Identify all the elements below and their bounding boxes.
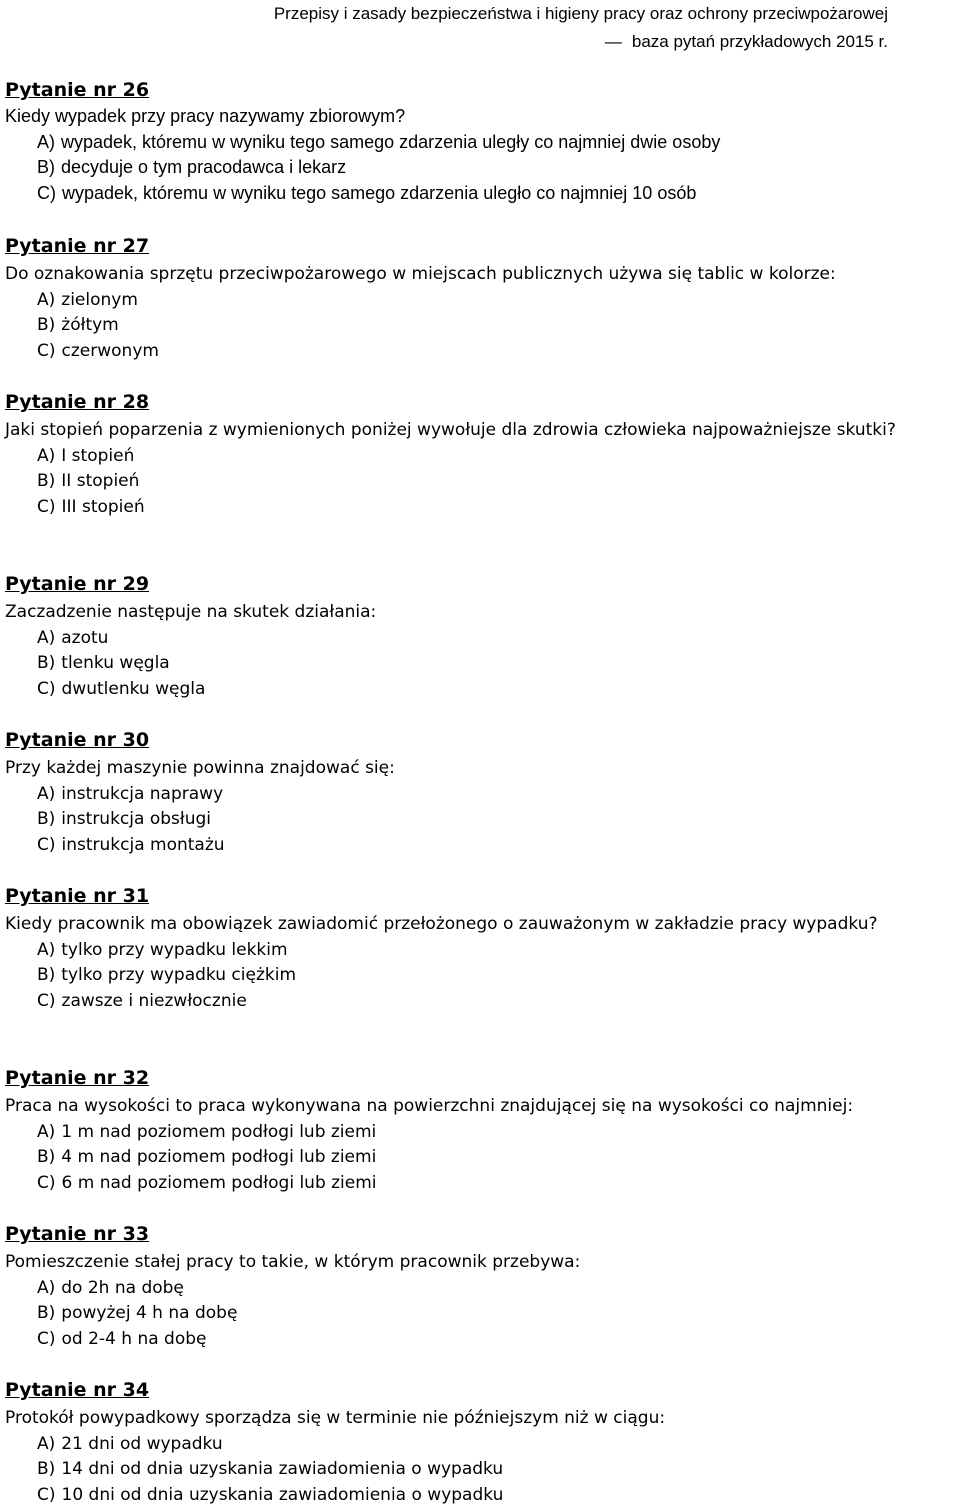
answer-c bbox=[5, 1171, 956, 1197]
answer-c bbox=[5, 1483, 956, 1509]
answer-letter: B) bbox=[37, 1147, 56, 1167]
answer-a bbox=[5, 1276, 956, 1302]
question-title: Pytanie nr 26 bbox=[5, 79, 150, 101]
answer-c bbox=[5, 677, 956, 703]
answer-list bbox=[5, 130, 956, 207]
answer-letter: A) bbox=[37, 289, 56, 310]
question-title: Pytanie nr 27 bbox=[5, 235, 150, 257]
answer-a bbox=[5, 626, 956, 652]
answer-letter: B) bbox=[37, 1303, 56, 1323]
answer-text: instrukcja montażu bbox=[61, 834, 225, 855]
answer-b bbox=[5, 469, 956, 495]
answer-list bbox=[5, 782, 956, 859]
answer-a bbox=[5, 130, 956, 156]
answer-text: 14 dni od dnia uzyskania zawiadomienia o wypadku bbox=[61, 1459, 504, 1479]
question-34 bbox=[5, 1378, 956, 1508]
question-text: Zaczadzenie następuje na skutek działania: bbox=[5, 602, 377, 622]
answer-b bbox=[5, 807, 956, 833]
answer-text: czerwonym bbox=[61, 340, 159, 361]
answer-text: III stopień bbox=[61, 496, 145, 517]
answer-letter: C) bbox=[37, 990, 56, 1011]
answer-letter: B) bbox=[37, 809, 56, 829]
answer-text: azotu bbox=[61, 627, 109, 648]
answer-letter: C) bbox=[37, 340, 56, 361]
answer-text: II stopień bbox=[61, 471, 140, 491]
question-title: Pytanie nr 30 bbox=[5, 729, 150, 751]
question-text: Jaki stopień poparzenia z wymienionych poniżej wywołuje dla zdrowia człowieka najpoważniejsze skutki? bbox=[5, 420, 896, 440]
answer-letter: B) bbox=[37, 653, 56, 673]
header-subtitle-text: baza pytań przykładowych 2015 r. bbox=[631, 32, 888, 51]
answer-letter: C) bbox=[37, 182, 56, 203]
answer-letter: B) bbox=[37, 965, 56, 985]
answer-b bbox=[5, 1457, 956, 1483]
question-text: Do oznakowania sprzętu przeciwpożarowego w miejscach publicznych używa się tablic w kolorze: bbox=[5, 264, 836, 284]
answer-text: 21 dni od wypadku bbox=[61, 1433, 223, 1454]
answer-list bbox=[5, 1276, 956, 1353]
answer-letter: A) bbox=[37, 939, 56, 960]
answer-letter: A) bbox=[37, 1433, 56, 1454]
question-text: Protokół powypadkowy sporządza się w terminie nie późniejszym niż w ciągu: bbox=[5, 1408, 666, 1428]
question-text: Kiedy pracownik ma obowiązek zawiadomić przełożonego o zauważonym w zakładzie pracy wypadku? bbox=[5, 914, 878, 934]
answer-a bbox=[5, 1432, 956, 1458]
answer-text: żółtym bbox=[61, 315, 119, 335]
answer-letter: C) bbox=[37, 496, 56, 517]
answer-b bbox=[5, 1145, 956, 1171]
answer-letter: B) bbox=[37, 1459, 56, 1479]
answer-a bbox=[5, 938, 956, 964]
answer-b bbox=[5, 1301, 956, 1327]
question-31 bbox=[5, 884, 956, 1014]
question-28 bbox=[5, 390, 956, 520]
answer-letter: C) bbox=[37, 834, 56, 855]
answer-letter: C) bbox=[37, 1172, 56, 1193]
answer-letter: B) bbox=[37, 157, 55, 177]
question-text: Kiedy wypadek przy pracy nazywamy zbiorowym? bbox=[5, 106, 406, 126]
answer-text: instrukcja naprawy bbox=[61, 783, 224, 804]
answer-letter: C) bbox=[37, 1484, 56, 1505]
answer-list bbox=[5, 938, 956, 1015]
answer-text: 6 m nad poziomem podłogi lub ziemi bbox=[61, 1172, 377, 1193]
question-text: Przy każdej maszynie powinna znajdować się: bbox=[5, 758, 395, 778]
answer-letter: B) bbox=[37, 471, 56, 491]
answer-b bbox=[5, 651, 956, 677]
question-29 bbox=[5, 572, 956, 702]
answer-text: do 2h na dobę bbox=[61, 1277, 184, 1298]
answer-c bbox=[5, 1327, 956, 1353]
answer-b bbox=[5, 963, 956, 989]
answer-b bbox=[5, 313, 956, 339]
question-26 bbox=[5, 78, 956, 206]
answer-list bbox=[5, 1432, 956, 1509]
question-text: Praca na wysokości to praca wykonywana na powierzchni znajdującej się na wysokości co najmniej: bbox=[5, 1096, 854, 1116]
answer-text: wypadek, któremu w wyniku tego samego zdarzenia uległo co najmniej 10 osób bbox=[62, 182, 697, 203]
answer-letter: A) bbox=[37, 445, 56, 466]
answer-list bbox=[5, 444, 956, 521]
answer-text: tlenku węgla bbox=[61, 653, 170, 673]
answer-text: dwutlenku węgla bbox=[61, 678, 206, 699]
question-30 bbox=[5, 728, 956, 858]
question-27 bbox=[5, 234, 956, 364]
answer-list bbox=[5, 626, 956, 703]
answer-letter: A) bbox=[37, 131, 55, 152]
answer-letter: A) bbox=[37, 1121, 56, 1142]
answer-c bbox=[5, 181, 956, 207]
question-title: Pytanie nr 33 bbox=[5, 1223, 150, 1245]
question-33 bbox=[5, 1222, 956, 1352]
answer-b bbox=[5, 155, 956, 181]
answer-letter: A) bbox=[37, 1277, 56, 1298]
answer-text: zawsze i niezwłocznie bbox=[61, 990, 247, 1011]
answer-text: decyduje o tym pracodawca i lekarz bbox=[61, 157, 347, 177]
answer-text: tylko przy wypadku lekkim bbox=[61, 939, 288, 960]
answer-text: tylko przy wypadku ciężkim bbox=[61, 965, 297, 985]
answer-text: wypadek, któremu w wyniku tego samego zdarzenia uległy co najmniej dwie osoby bbox=[61, 131, 721, 152]
question-title: Pytanie nr 34 bbox=[5, 1379, 150, 1401]
answer-text: powyżej 4 h na dobę bbox=[61, 1303, 238, 1323]
header-subtitle: — baza pytań przykładowych 2015 r. bbox=[604, 32, 888, 51]
answer-text: instrukcja obsługi bbox=[61, 809, 211, 829]
answer-c bbox=[5, 495, 956, 521]
answer-text: zielonym bbox=[61, 289, 138, 310]
header-title: Przepisy i zasady bezpieczeństwa i higieny pracy oraz ochrony przeciwpożarowej bbox=[273, 4, 888, 23]
answer-a bbox=[5, 1120, 956, 1146]
answer-letter: A) bbox=[37, 783, 56, 804]
answer-c bbox=[5, 833, 956, 859]
question-title: Pytanie nr 29 bbox=[5, 573, 150, 595]
answer-letter: B) bbox=[37, 315, 56, 335]
question-title: Pytanie nr 28 bbox=[5, 391, 150, 413]
page-header bbox=[274, 0, 888, 56]
question-title: Pytanie nr 32 bbox=[5, 1067, 150, 1089]
answer-list bbox=[5, 1120, 956, 1197]
answer-text: 10 dni od dnia uzyskania zawiadomienia o wypadku bbox=[61, 1484, 504, 1505]
answer-letter: A) bbox=[37, 627, 56, 648]
answer-letter: C) bbox=[37, 1328, 56, 1349]
answer-a bbox=[5, 782, 956, 808]
question-32 bbox=[5, 1066, 956, 1196]
answer-text: od 2-4 h na dobę bbox=[61, 1328, 207, 1349]
answer-list bbox=[5, 288, 956, 365]
answer-a bbox=[5, 288, 956, 314]
answer-a bbox=[5, 444, 956, 470]
answer-text: I stopień bbox=[61, 445, 135, 466]
answer-c bbox=[5, 989, 956, 1015]
question-text: Pomieszczenie stałej pracy to takie, w którym pracownik przebywa: bbox=[5, 1252, 581, 1272]
answer-letter: C) bbox=[37, 678, 56, 699]
answer-text: 4 m nad poziomem podłogi lub ziemi bbox=[61, 1147, 377, 1167]
answer-c bbox=[5, 339, 956, 365]
answer-text: 1 m nad poziomem podłogi lub ziemi bbox=[61, 1121, 377, 1142]
question-title: Pytanie nr 31 bbox=[5, 885, 150, 907]
